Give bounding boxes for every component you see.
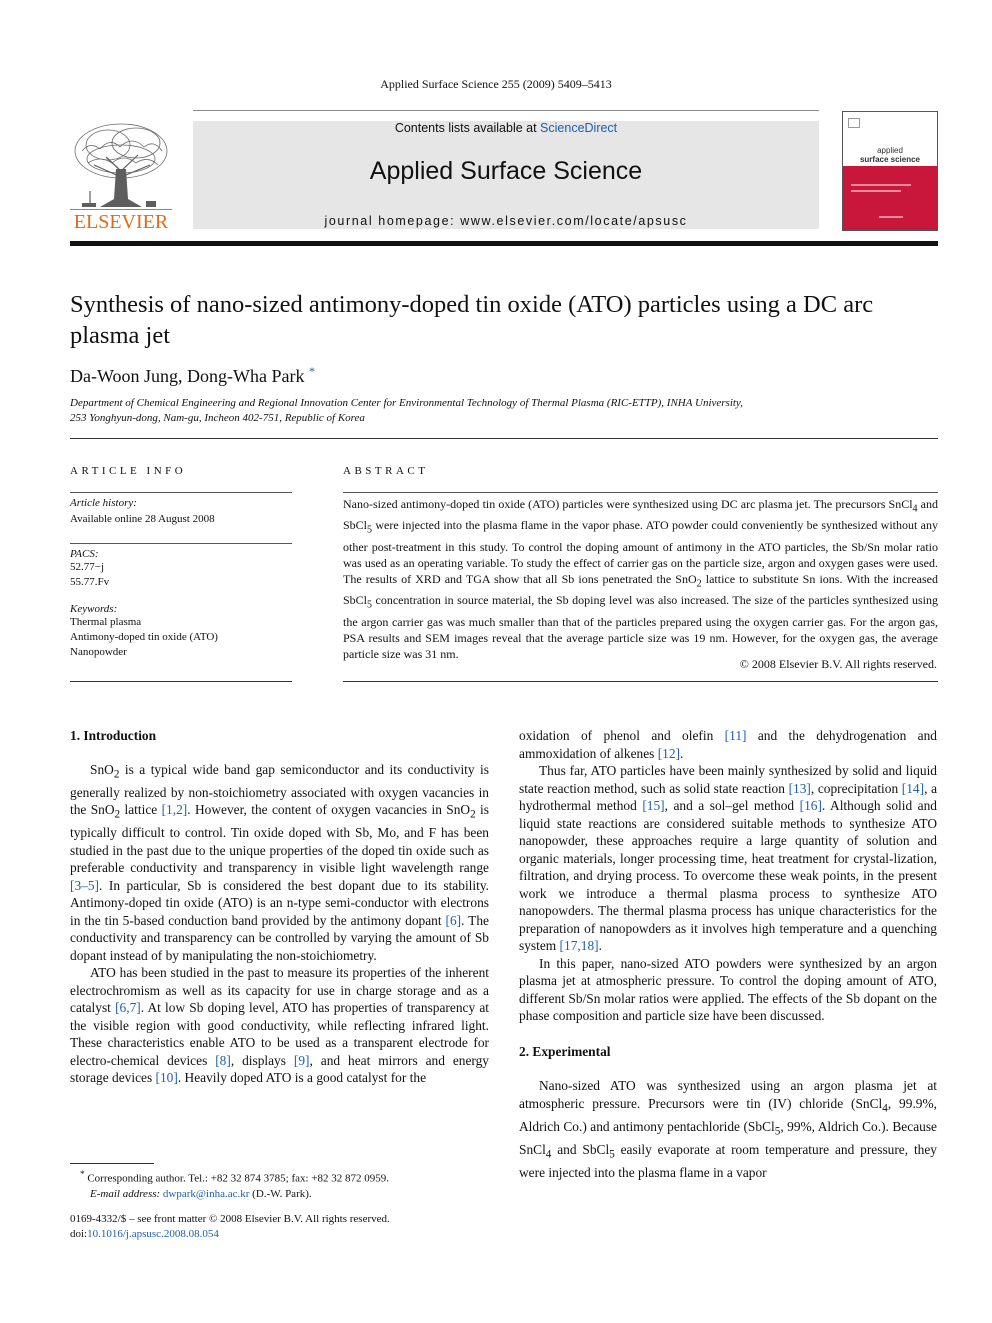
intro-paragraph-2 xyxy=(70,964,489,1087)
text: , and a sol–gel method xyxy=(664,798,800,813)
text: SnO xyxy=(90,761,114,777)
pacs-block xyxy=(70,548,292,590)
subscript: 5 xyxy=(774,1125,781,1138)
abstract-text: Nano-sized antimony-doped tin oxide (ATO) particles were synthesized using DC arc plasma jet. The precursors SnCl xyxy=(343,497,913,511)
subscript: 2 xyxy=(696,578,702,590)
pacs-code: 55.77.Fv xyxy=(70,576,110,588)
reference-link[interactable]: [8] xyxy=(215,1052,231,1068)
intro-paragraph-5: In this paper, nano-sized ATO powders were synthesized by an argon plasma jet at atmospheric pressure. To control the doping amount of ATO, different Sb/Sn molar ratios were applied. The effects of the Sb dopant on the phase composition and particle size have been discussed. xyxy=(519,955,937,1023)
cover-top-panel xyxy=(843,112,937,166)
cover-emblem-icon xyxy=(848,118,860,128)
text: . The conductivity and transparency can be controlled by varying the amount of Sb dopant instead of by manipulating the non-stoichiometry. xyxy=(70,912,489,963)
history-value: Available online 28 August 2008 xyxy=(70,513,215,525)
abstract-end-rule xyxy=(343,681,938,682)
front-matter xyxy=(70,1212,490,1242)
doi-line xyxy=(70,1227,490,1242)
footnote-line xyxy=(70,1167,490,1187)
affiliation-line: 253 Yonghyun-dong, Nam-gu, Incheon 402-751, Republic of Korea xyxy=(70,412,365,424)
text: . In particular, Sb is considered the best dopant due to its stability. Antimony-doped tin oxide (ATO) is an n-type semi-conductor with electrons in the tin 5-based conduction band provided by the antimony dopant xyxy=(70,877,489,928)
text: . xyxy=(598,938,602,953)
abstract-text: concentration in source material, the Sb doping level was also increased. The size of the particles synthesized using the argon carrier gas was much smaller than that of the particles prepared using the oxygen carrier gas. For the argon gas, PSA results and SEM images reveal that the average particle size was 19 nm. However, for the oxygen gas, the average particle size was 31 nm. xyxy=(343,593,938,661)
reference-link[interactable]: [11] xyxy=(724,728,747,743)
intro-paragraph-1 xyxy=(70,761,489,965)
keywords-label: Keywords: xyxy=(70,603,118,615)
email-line xyxy=(70,1187,490,1202)
footnote-rule xyxy=(70,1163,154,1164)
journal-header xyxy=(193,121,819,229)
article-info-rule xyxy=(70,492,292,493)
sciencedirect-link[interactable]: ScienceDirect xyxy=(540,121,618,135)
reference-link[interactable]: [3–5] xyxy=(70,877,100,893)
cover-title-line2: surface science xyxy=(859,155,921,164)
text: , and heat mirrors and energy storage devices xyxy=(70,1052,490,1086)
header-rule xyxy=(70,241,938,246)
intro-paragraph-4 xyxy=(519,762,937,955)
cover-title-line1: applied xyxy=(877,146,903,155)
reference-link[interactable]: [6,7] xyxy=(115,1000,141,1016)
keyword: Antimony-doped tin oxide (ATO) xyxy=(70,631,218,643)
abstract-text: and SbCl xyxy=(343,497,938,533)
cover-title xyxy=(843,146,937,164)
journal-citation: Applied Surface Science 255 (2009) 5409–5413 xyxy=(380,77,612,91)
abstract-body xyxy=(343,496,938,662)
text: lattice xyxy=(120,802,162,818)
abstract-rule xyxy=(343,492,938,493)
subscript: 4 xyxy=(912,503,918,515)
elsevier-tree-icon xyxy=(70,121,172,213)
section-divider xyxy=(70,438,938,439)
text: . Heavily doped ATO is a good catalyst for the xyxy=(177,1070,427,1086)
keyword: Nanopowder xyxy=(70,646,127,658)
footnote-mark: * xyxy=(80,1169,85,1179)
text: . At low Sb doping level, ATO has properties of transparency at the visible region with good conductivity, while reflecting infrared light. These characteristics enable ATO to be used as a transparent electrode for electro-chemical devices xyxy=(70,1000,489,1068)
subscript: 5 xyxy=(367,599,373,611)
text: , 99.9%, Aldrich Co.) and antimony pentachloride (SbCl xyxy=(519,1095,937,1134)
abstract-text: were injected into the plasma flame in the vapor phase. ATO powder could conveniently be synthesized without any other post-treatment in this study. To control the doping amount of antimony in the ATO particles, the Sb/Sn molar ratio was used as an operating variable. To study the effect of carrier gas on the particle size, argon and oxygen gases were used. The results of XRD and TGA show that all Sb ions penetrated the SnO xyxy=(343,518,938,586)
text: easily evaporate at room temperature and pressure, they were injected into the plasma flame in a vapor xyxy=(519,1141,937,1181)
elsevier-logo[interactable] xyxy=(70,121,172,233)
abstract-copyright: © 2008 Elsevier B.V. All rights reserved. xyxy=(739,657,937,671)
subscript: 5 xyxy=(367,524,373,536)
article-info-rule xyxy=(70,543,292,544)
subscript: 2 xyxy=(113,768,120,781)
subscript: 4 xyxy=(882,1102,888,1115)
affiliation-line: Department of Chemical Engineering and Regional Innovation Center for Environmental Technology of Thermal Plasma (RIC-ETTP), INHA University, xyxy=(70,397,743,409)
text: , displays xyxy=(230,1052,294,1068)
text: is a typical wide band gap semiconductor and its conductivity is generally realized by non-stoichiometry associated with oxygen vacancies in the SnO xyxy=(70,761,489,818)
text: , a hydrothermal method xyxy=(519,780,938,813)
text: . However, the content of oxygen vacancies in SnO xyxy=(187,802,471,818)
pacs-label: PACS: xyxy=(70,548,99,560)
reference-link[interactable]: [15] xyxy=(642,798,665,813)
article-info-heading: ARTICLE INFO xyxy=(70,465,187,477)
affiliation xyxy=(70,396,930,426)
pacs-code: 52.77−j xyxy=(70,561,105,573)
subscript: 5 xyxy=(609,1148,615,1161)
keyword: Thermal plasma xyxy=(70,616,142,628)
history-label: Article history: xyxy=(70,497,137,509)
experimental-heading: 2. Experimental xyxy=(519,1043,611,1059)
text: oxidation of phenol and olefin xyxy=(519,728,725,743)
author-names: Da-Woon Jung, Dong-Wha Park xyxy=(70,366,305,386)
experimental-paragraph-1 xyxy=(519,1077,937,1182)
journal-homepage[interactable]: journal homepage: www.elsevier.com/locate/apsusc xyxy=(324,214,688,228)
contents-line xyxy=(193,121,819,135)
subscript: 4 xyxy=(545,1148,552,1161)
text: ATO has been studied in the past to measure its properties of the inherent electrochromism as well as its capacity for use in charge storage and as a catalyst xyxy=(70,965,489,1016)
cover-text-line xyxy=(879,216,903,218)
reference-link[interactable]: [9] xyxy=(293,1052,310,1068)
header-top-rule xyxy=(193,110,819,111)
reference-link[interactable]: [16] xyxy=(799,798,822,813)
reference-link[interactable]: [1,2] xyxy=(161,802,188,818)
reference-link[interactable]: [12] xyxy=(657,745,681,761)
text: and the dehydrogenation and ammoxidation of alkenes xyxy=(519,728,937,761)
text: , coprecipitation xyxy=(810,780,902,796)
email-link[interactable]: dwpark@inha.ac.kr xyxy=(162,1187,250,1200)
text: and SbCl xyxy=(551,1141,610,1157)
doi-prefix: doi: xyxy=(70,1228,88,1240)
article-info-end-rule xyxy=(70,681,292,682)
email-label: E-mail address: xyxy=(90,1187,161,1200)
intro-paragraph-3 xyxy=(519,727,937,762)
text: Nano-sized ATO was synthesized using an argon plasma jet at atmospheric pressure. Precursors were tin (IV) chloride (SnCl xyxy=(519,1078,937,1111)
abstract-text: lattice to substitute Sn ions. With the increased SbCl xyxy=(343,571,938,608)
text: . xyxy=(680,745,684,761)
reference-link[interactable]: [17,18] xyxy=(559,938,599,953)
journal-cover-image[interactable] xyxy=(842,111,938,231)
text: . Although solid and liquid state reactions are considered suitable methods to synthesize ATO nanopowder, these approaches require a large quantity of solution and organic materials, longer processing time, heat treatment for crystal-lization, filtration, and drying process. To overcome these weak points, in the present work we introduce a thermal plasma process to synthesize ATO nanopowders. The thermal plasma process has unique characteristics for the preparation of nanopowders as it involves high temperature and a quenching system xyxy=(519,798,937,953)
journal-name: Applied Surface Science xyxy=(369,157,643,185)
subscript: 2 xyxy=(470,808,476,821)
keywords-block xyxy=(70,603,292,660)
text: Thus far, ATO particles have been mainly synthesized by solid and liquid state reaction method, such as solid state reaction xyxy=(519,763,937,796)
text: , 99%, Aldrich Co.). Because SnCl xyxy=(519,1118,937,1157)
doi-link[interactable]: 10.1016/j.apsusc.2008.08.054 xyxy=(87,1228,219,1240)
reference-link[interactable]: [10] xyxy=(155,1070,178,1086)
elsevier-wordmark: ELSEVIER xyxy=(73,211,169,233)
article-history xyxy=(70,497,292,527)
email-suffix: (D.-W. Park). xyxy=(249,1187,312,1200)
reference-link[interactable]: [13] xyxy=(788,780,811,796)
abstract-heading: ABSTRACT xyxy=(343,465,429,477)
contents-prefix: Contents lists available at xyxy=(394,121,541,135)
article-title: Synthesis of nano-sized antimony-doped tin oxide (ATO) particles using a DC arc plasma jet xyxy=(70,291,874,349)
corresponding-author-mark[interactable]: * xyxy=(309,364,316,378)
left-column xyxy=(70,727,489,1087)
cover-text-line xyxy=(851,190,901,192)
introduction-heading: 1. Introduction xyxy=(70,728,157,743)
corresponding-author-footnote xyxy=(70,1167,490,1202)
text: is typically difficult to control. Tin oxide doped with Sb, Mo, and F has been studied in the past due to the unique properties of the doped tin oxide such as preferable conductivity and transparency in visible light wavelength range xyxy=(70,802,489,876)
right-column xyxy=(519,727,937,1182)
reference-link[interactable]: [14] xyxy=(901,780,925,796)
subscript: 2 xyxy=(114,808,121,821)
reference-link[interactable]: [6] xyxy=(445,912,462,928)
article-authors xyxy=(70,364,315,387)
cover-text-line xyxy=(851,184,911,186)
front-matter-line: 0169-4332/$ – see front matter © 2008 Elsevier B.V. All rights reserved. xyxy=(70,1213,390,1225)
footnote-text: Corresponding author. Tel.: +82 32 874 3785; fax: +82 32 872 0959. xyxy=(84,1172,390,1185)
